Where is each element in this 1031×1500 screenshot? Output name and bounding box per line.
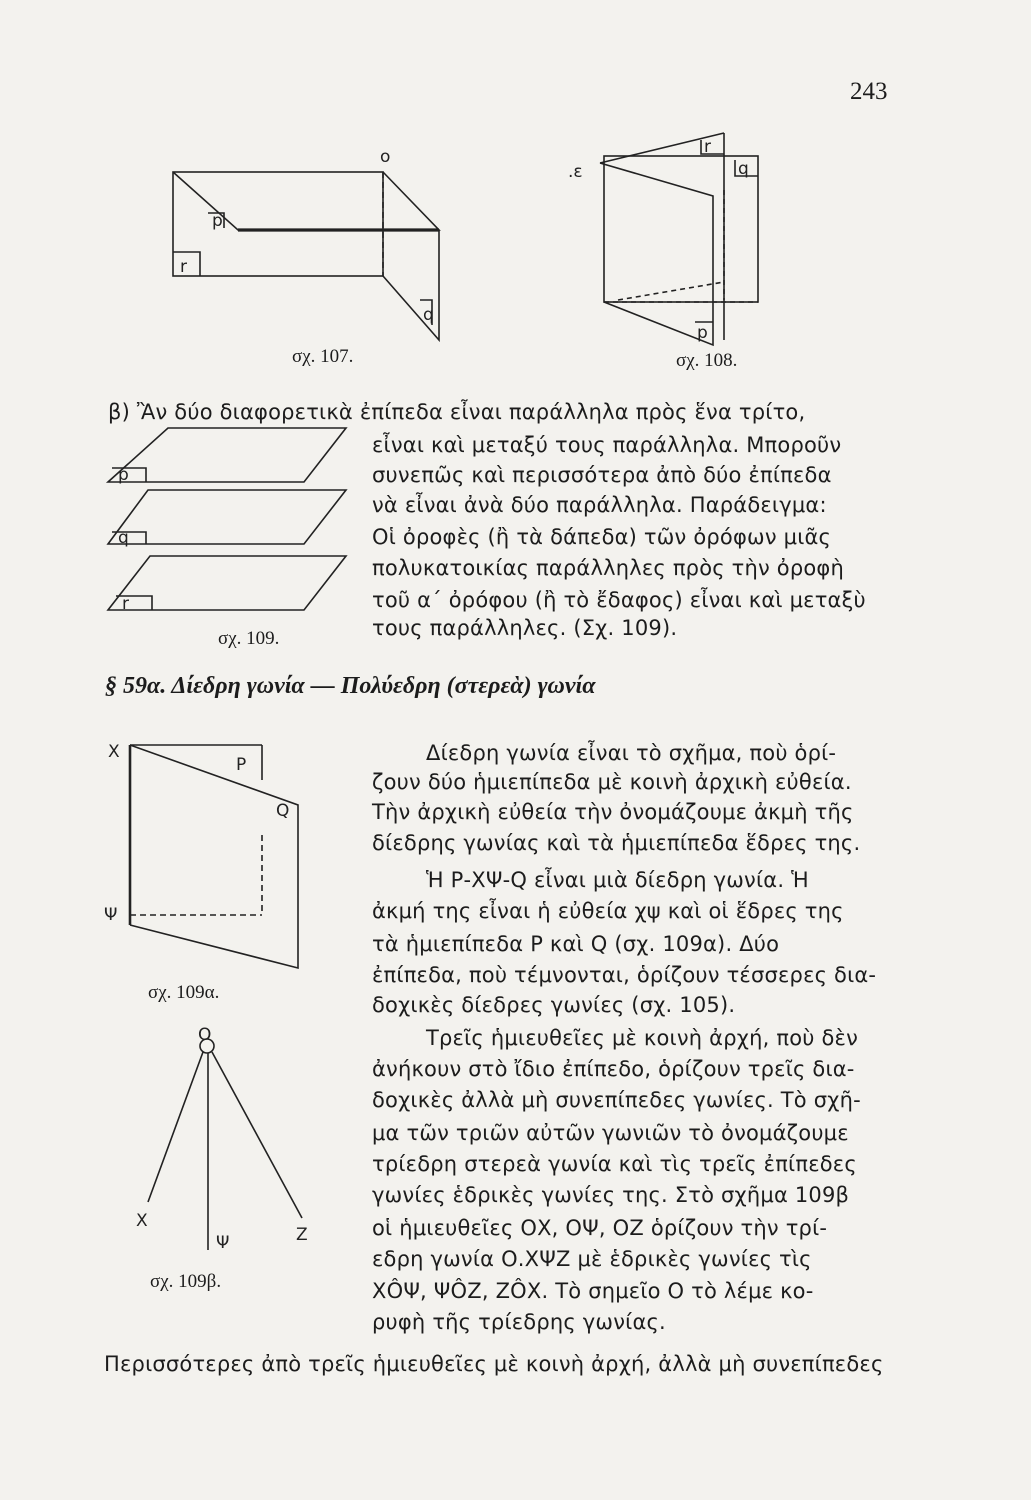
fig109b-ray-ox — [148, 1052, 203, 1202]
fig107-caption: σχ. 107. — [292, 346, 354, 367]
fig107-label-q: q — [423, 305, 434, 325]
trihedral-line-7: οἱ ἡμιευθεῖες ΟΧ, ΟΨ, ΟΖ ὁρίζουν τὴν τρί- — [372, 1216, 828, 1240]
trihedral-line-8: εδρη γωνία Ο.ΧΨΖ μὲ ἑδρικὲς γωνίες τὶς — [372, 1247, 812, 1271]
fig108-label-p: p — [697, 323, 708, 343]
dihedral-line-2: ζουν δύο ἡμιεπίπεδα μὲ κοινὴ ἀρχικὴ εὐθεία. — [372, 770, 852, 794]
fig109-plane-bottom — [108, 556, 346, 610]
fig108-back-plane — [604, 156, 758, 302]
fig109a-label-q: Q — [276, 801, 290, 821]
beta-line-1: β) Ἂν δύο διαφορετικὰ ἐπίπεδα εἶναι παράλληλα πρὸς ἕνα τρίτο, — [108, 400, 806, 424]
fig109b-label-psi: Ψ — [216, 1233, 230, 1253]
fig108-spine-top — [600, 133, 724, 163]
trihedral-line-3: δοχικὲς ἀλλὰ μὴ συνεπίπεδες γωνίες. Τὸ σχῆ- — [372, 1088, 861, 1112]
fig109-label-q: q — [118, 528, 129, 548]
dihedral-line-4: δίεδρης γωνίας καὶ τὰ ἡμιεπίπεδα ἕδρες της. — [372, 831, 861, 855]
final-line: Περισσότερες ἀπὸ τρεῖς ἡμιευθεῖες μὲ κοινὴ ἀρχή, ἀλλὰ μὴ συνεπίπεδες — [104, 1352, 884, 1376]
beta-line-5: Οἱ ὀροφὲς (ἢ τὰ δάπεδα) τῶν ὀρόφων μιᾶς — [372, 525, 832, 549]
fig107-front-plane — [383, 230, 439, 340]
fig108-label-e: .ε — [568, 162, 583, 182]
beta-line-8: τους παράλληλες. (Σχ. 109). — [372, 616, 678, 640]
fig109-r-box — [116, 596, 152, 610]
beta-line-6: πολυκατοικίας παράλληλες πρὸς τὴν ὀροφὴ — [372, 556, 844, 580]
fig109b-label-z: Z — [296, 1225, 308, 1245]
example-line-1: Ἡ Ρ-ΧΨ-Q εἶναι μιὰ δίεδρη γωνία. Ἡ — [426, 868, 809, 892]
beta-line-4: νὰ εἶναι ἀνὰ δύο παράλληλα. Παράδειγμα: — [372, 493, 827, 517]
fig108-front-plane — [600, 163, 713, 345]
fig108-label-q: q — [738, 159, 749, 179]
fig109-label-r: r — [122, 594, 129, 614]
fig108-hidden-2 — [618, 282, 724, 300]
page-number: 243 — [850, 78, 888, 105]
fig107-back-plane — [173, 172, 383, 276]
fig109-q-box — [112, 532, 146, 544]
fig107-r-box — [173, 252, 200, 276]
fig109a-label-x: X — [108, 742, 120, 762]
fig109a-plane-q — [130, 745, 298, 968]
trihedral-line-5: τρίεδρη στερεὰ γωνία καὶ τὶς τρεῖς ἐπίπεδες — [372, 1152, 857, 1176]
trihedral-line-2: ἀνήκουν στὸ ἴδιο ἐπίπεδο, ὁρίζουν τρεῖς δια- — [372, 1057, 855, 1081]
fig109b-vertex — [200, 1039, 214, 1053]
fig109-label-p: p — [118, 465, 129, 485]
fig109b-caption: σχ. 109β. — [150, 1271, 222, 1292]
fig109b-ray-oz — [212, 1052, 302, 1218]
fig107-top-plane — [173, 172, 439, 230]
fig109a-label-psi: Ψ — [104, 905, 118, 925]
fig108-q-box — [735, 160, 758, 176]
fig107-label-o: o — [380, 147, 391, 167]
fig109-plane-middle — [108, 490, 346, 544]
example-line-3: τὰ ἡμιεπίπεδα Ρ καὶ Q (σχ. 109α). Δύο — [372, 932, 780, 956]
fig109a-caption: σχ. 109α. — [148, 982, 220, 1003]
fig109a-label-p: P — [236, 755, 247, 775]
trihedral-line-4: μα τῶν τριῶν αὐτῶν γωνιῶν τὸ ὀνομάζουμε — [372, 1121, 849, 1145]
fig108-caption: σχ. 108. — [676, 350, 738, 371]
trihedral-line-1: Τρεῖς ἡμιευθεῖες μὲ κοινὴ ἀρχή, ποὺ δὲν — [426, 1026, 858, 1050]
beta-line-3: συνεπῶς καὶ περισσότερα ἀπὸ δύο ἐπίπεδα — [372, 463, 832, 487]
fig109-p-box — [112, 468, 146, 482]
dihedral-line-3: Τὴν ἀρχικὴ εὐθεία τὴν ὀνομάζουμε ἀκμὴ τῆς — [372, 800, 854, 824]
beta-line-7: τοῦ α΄ ὀρόφου (ἢ τὸ ἔδαφος) εἶναι καὶ μεταξὺ — [372, 588, 866, 612]
example-line-5: δοχικὲς δίεδρες γωνίες (σχ. 105). — [372, 993, 736, 1017]
section-heading: § 59α. Δίεδρη γωνία — Πολύεδρη (στερεὰ) γωνία — [105, 673, 596, 699]
dihedral-line-1: Δίεδρη γωνία εἶναι τὸ σχῆμα, ποὺ ὁρί- — [426, 741, 837, 765]
example-line-2: ἀκμή της εἶναι ἡ εὐθεία χψ καὶ οἱ ἕδρες της — [372, 899, 844, 923]
fig109b-label-o: O — [198, 1025, 212, 1045]
fig107-q-box — [420, 300, 432, 325]
fig109b-label-x: X — [136, 1211, 148, 1231]
trihedral-line-6: γωνίες ἑδρικὲς γωνίες της. Στὸ σχῆμα 109β — [372, 1183, 850, 1207]
fig107-label-p: p — [212, 211, 223, 231]
fig109-caption: σχ. 109. — [218, 628, 280, 649]
fig107-p-box — [208, 213, 224, 228]
fig107-label-r: r — [180, 257, 187, 277]
fig108-r-box — [701, 140, 724, 154]
fig108-label-r: r — [704, 137, 711, 157]
beta-line-2: εἶναι καὶ μεταξύ τους παράλληλα. Μποροῦν — [372, 433, 842, 457]
trihedral-line-10: ρυφὴ τῆς τρίεδρης γωνίας. — [372, 1310, 666, 1334]
example-line-4: ἐπίπεδα, ποὺ τέμνονται, ὁρίζουν τέσσερες δια- — [372, 963, 877, 987]
trihedral-line-9: ΧÔΨ, ΨÔΖ, ΖÔΧ. Τὸ σημεῖο Ο τὸ λέμε κο- — [372, 1279, 814, 1303]
fig109-plane-top — [108, 428, 346, 482]
